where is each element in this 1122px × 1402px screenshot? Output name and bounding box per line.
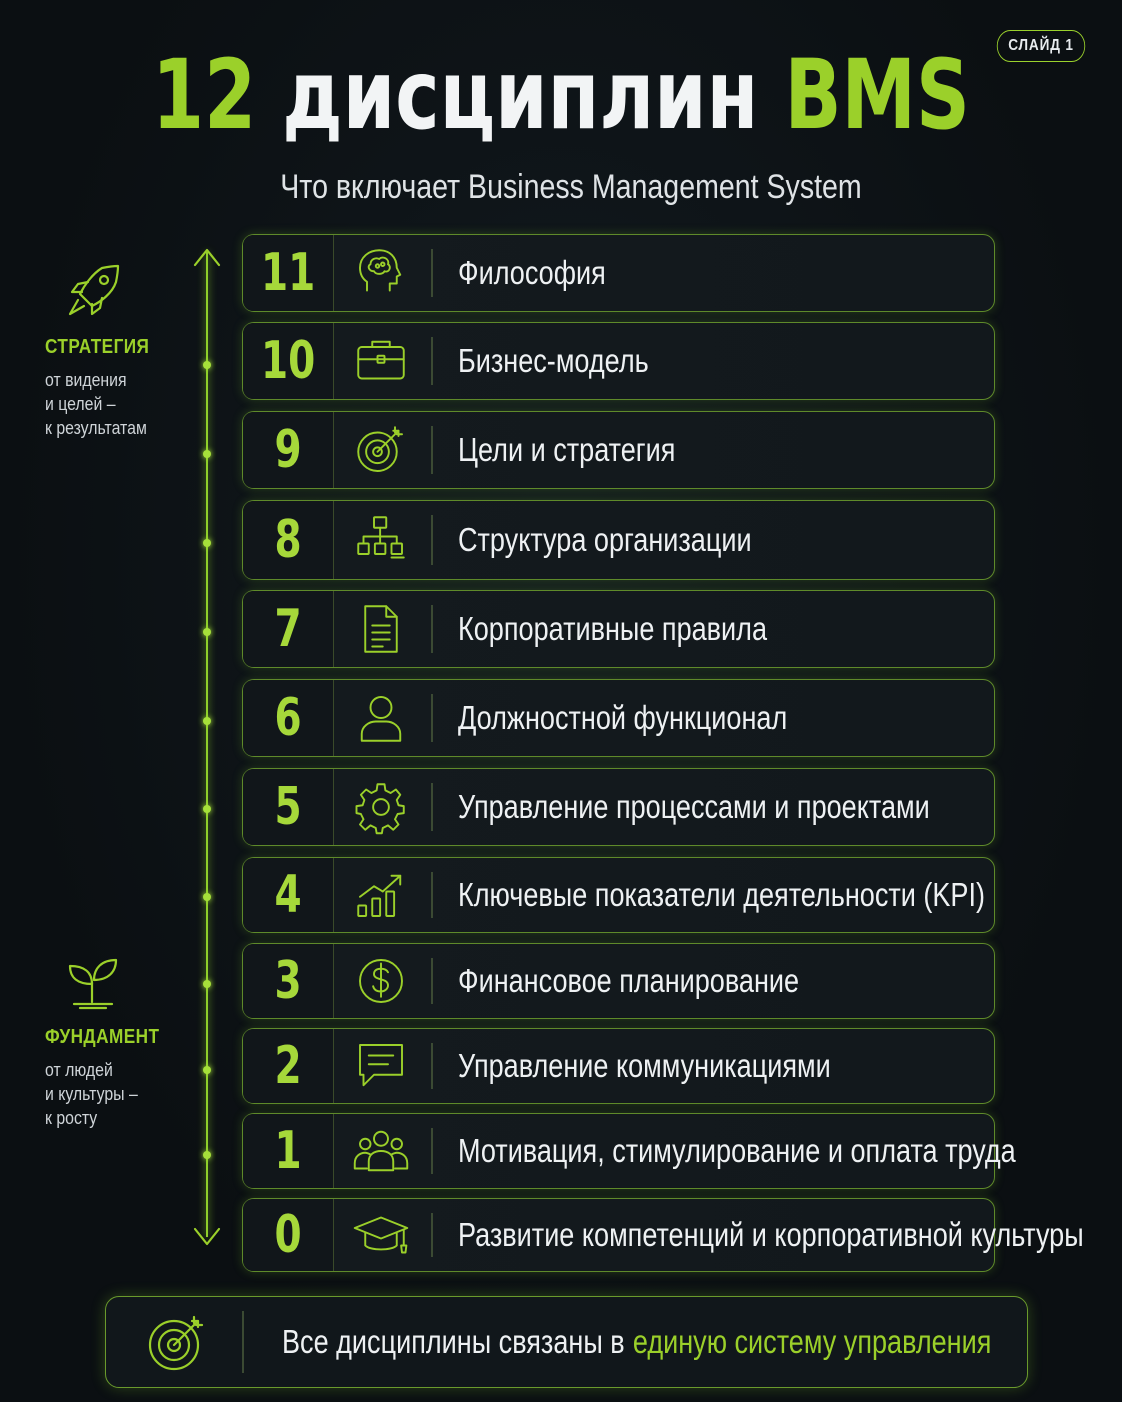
discipline-number: 7 [274, 599, 302, 659]
row-divider [431, 426, 433, 474]
discipline-number: 4 [274, 865, 302, 925]
footer-divider [242, 1311, 244, 1373]
vertical-axis-line [206, 252, 208, 1237]
discipline-number-box [243, 323, 334, 399]
discipline-number-box [243, 858, 334, 932]
discipline-label: Бизнес-модель [458, 342, 649, 379]
axis-dot [203, 805, 211, 813]
discipline-number-box [243, 680, 334, 756]
discipline-number: 11 [260, 243, 316, 303]
row-divider [431, 1213, 433, 1257]
page-subtitle: Что включает Business Management System [280, 168, 862, 206]
target-icon [353, 422, 409, 478]
discipline-label: Философия [458, 254, 606, 291]
discipline-number-box [243, 1029, 334, 1103]
row-divider [431, 958, 433, 1004]
sprout-icon [62, 952, 126, 1016]
axis-dot [203, 1066, 211, 1074]
rocket-icon [62, 258, 126, 322]
axis-dot [203, 893, 211, 901]
person-icon [353, 690, 409, 746]
discipline-row [242, 768, 995, 846]
footer-banner [105, 1296, 1028, 1388]
discipline-number-box [243, 1114, 334, 1188]
discipline-label: Должностной функционал [458, 699, 788, 736]
strategy-heading: СТРАТЕГИЯ [45, 336, 150, 358]
row-divider [431, 694, 433, 742]
foundation-heading: ФУНДАМЕНТ [45, 1026, 160, 1048]
axis-dot [203, 450, 211, 458]
discipline-label: Управление процессами и проектами [458, 788, 930, 825]
slide-badge: СЛАЙД 1 [997, 30, 1085, 62]
discipline-row [242, 1028, 995, 1104]
arrow-down-icon [192, 1226, 222, 1248]
footer-text [282, 1297, 991, 1387]
discipline-row [242, 322, 995, 400]
discipline-row [242, 500, 995, 580]
discipline-row [242, 411, 995, 489]
team-icon [353, 1123, 409, 1179]
gear-icon [353, 779, 409, 835]
discipline-label: Финансовое планирование [458, 962, 800, 999]
arrow-up-icon [192, 246, 222, 268]
discipline-number-box [243, 235, 334, 311]
dollar-coin-icon [353, 953, 409, 1009]
discipline-number: 10 [260, 331, 316, 391]
briefcase-icon [353, 333, 409, 389]
discipline-number: 1 [274, 1121, 302, 1181]
page-title [123, 30, 998, 160]
foundation-desc: от людей и культуры – к росту [45, 1060, 138, 1128]
discipline-row [242, 234, 995, 312]
title-number: 12 [152, 39, 257, 151]
discipline-label: Цели и стратегия [458, 431, 676, 468]
document-icon [353, 601, 409, 657]
row-divider [431, 783, 433, 831]
axis-dot [203, 628, 211, 636]
discipline-number: 9 [274, 420, 302, 480]
row-divider [431, 605, 433, 653]
growth-chart-icon [353, 867, 409, 923]
discipline-number-box [243, 944, 334, 1018]
axis-dot [203, 361, 211, 369]
row-divider [431, 515, 433, 565]
discipline-number: 8 [274, 510, 302, 570]
discipline-number-box [243, 769, 334, 845]
discipline-row [242, 590, 995, 668]
discipline-row [242, 1113, 1016, 1189]
row-divider [431, 249, 433, 297]
discipline-label: Развитие компетенций и корпоративной культуры [458, 1216, 1084, 1253]
discipline-number: 3 [274, 951, 302, 1011]
head-brain-icon [353, 245, 409, 301]
discipline-row [242, 679, 995, 757]
discipline-row [242, 857, 995, 933]
strategy-desc: от видения и целей – к результатам [45, 370, 147, 438]
discipline-label: Управление коммуникациями [458, 1047, 831, 1084]
title-brand: BMS [784, 39, 970, 151]
discipline-number-box [243, 591, 334, 667]
discipline-label: Мотивация, стимулирование и оплата труда [458, 1132, 1016, 1169]
title-word: дисциплин [282, 39, 759, 151]
axis-dot [203, 1151, 211, 1159]
discipline-number: 6 [274, 688, 302, 748]
discipline-label: Корпоративные правила [458, 610, 767, 647]
row-divider [431, 1128, 433, 1174]
discipline-label: Ключевые показатели деятельности (KPI) [458, 876, 986, 913]
discipline-number: 2 [274, 1036, 302, 1096]
discipline-row [242, 1198, 1084, 1272]
footer-text-main: Все дисциплины связаны в [282, 1323, 625, 1360]
row-divider [431, 1043, 433, 1089]
discipline-label: Структура организации [458, 521, 752, 558]
discipline-number: 0 [274, 1205, 302, 1265]
discipline-number-box [243, 501, 334, 579]
axis-dot [203, 717, 211, 725]
target-icon [144, 1311, 208, 1375]
org-chart-icon [353, 512, 409, 568]
discipline-number: 5 [274, 777, 302, 837]
discipline-row [242, 943, 995, 1019]
axis-dot [203, 980, 211, 988]
row-divider [431, 337, 433, 385]
row-divider [431, 872, 433, 918]
chat-icon [353, 1038, 409, 1094]
graduation-cap-icon [353, 1207, 409, 1263]
discipline-number-box [243, 412, 334, 488]
footer-text-highlight: единую систему управления [632, 1323, 992, 1360]
axis-dot [203, 539, 211, 547]
discipline-number-box [243, 1199, 334, 1271]
